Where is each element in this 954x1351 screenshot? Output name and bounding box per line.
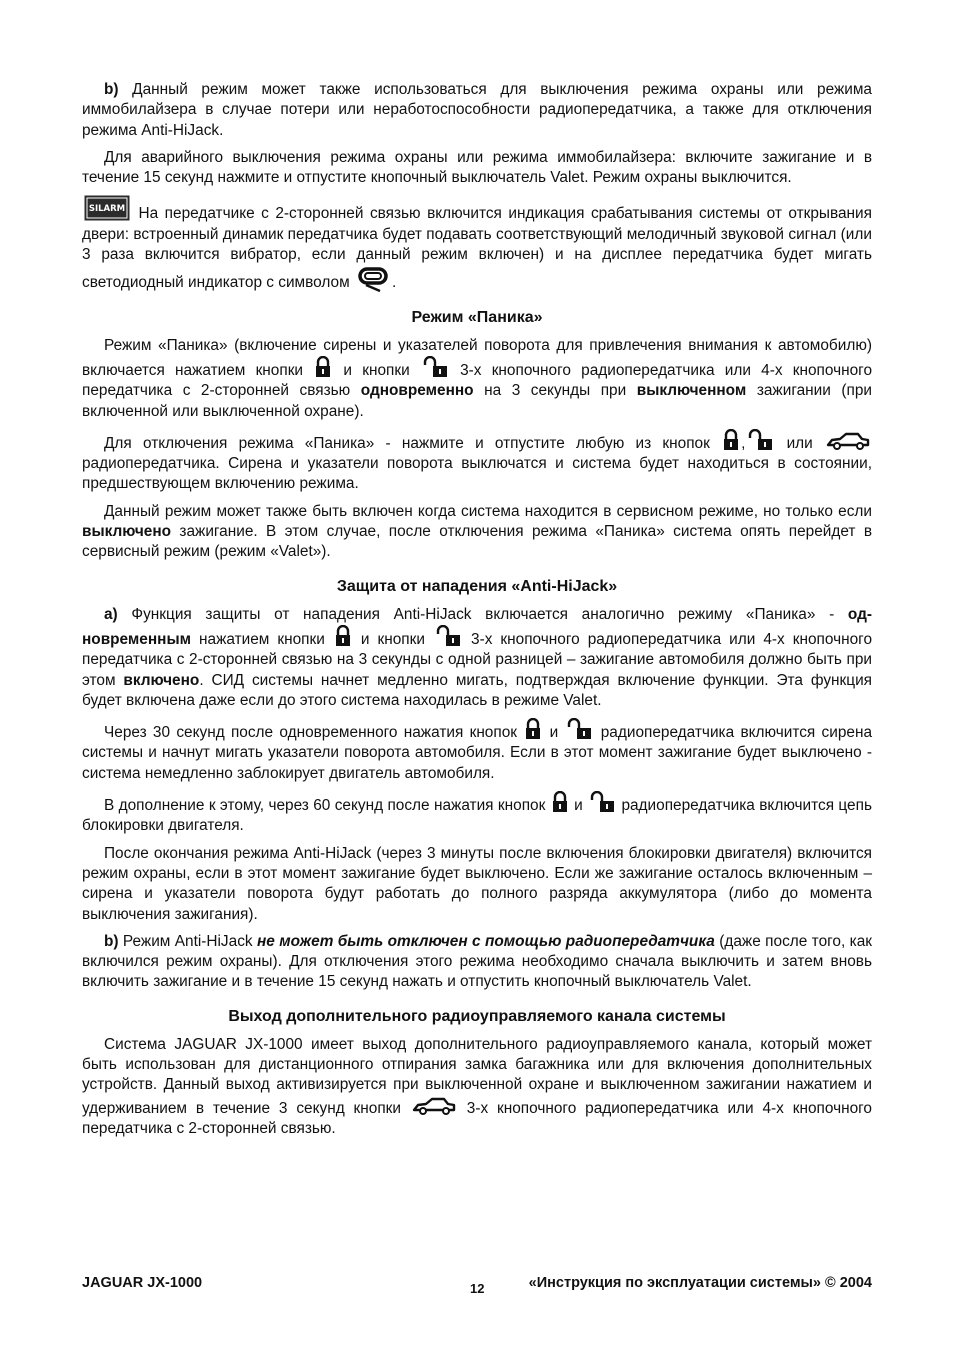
paragraph-panic-service: Данный режим может также быть включен когда система находится в сервисном режиме, но только если выключено зажигание. В этом случае, после отключения режима «Паника» система опять перейдет в сервисный режим (режим «Valet»). — [82, 502, 872, 561]
paragraph-hijack-60s: В дополнение к этому, через 60 секунд после нажатия кнопок и радиопередатчика включится цепь блокировки двигателя. — [82, 791, 872, 837]
silarm-badge-icon — [84, 195, 130, 221]
silarm-badge-text: SILARM — [88, 204, 126, 215]
lock-icon — [723, 429, 739, 451]
lock-icon — [525, 718, 541, 740]
heading-aux-channel: Выход дополнительного радиоуправляемого канала системы — [228, 1007, 726, 1025]
door-symbol-icon — [356, 265, 390, 293]
lock-icon — [335, 625, 351, 647]
paragraph-hijack-a: а) Функция защиты от нападения Anti-HiJack включается аналогично режиму «Паника» - одновременным нажатием кнопки и кнопки 3-х кнопочного радиопередатчика или 4-х кнопочного передатчика с 2-сторонней связью на 3 секунды с одной разницей – зажигание автомобиля должно быть при этом включено. СИД системы начнет медленно мигать, подтверждая включение функции. Эта функция будет включена даже если до этого система находилась в режиме Valet. — [82, 605, 873, 709]
footer-product: JAGUAR JX-1000 — [82, 1275, 203, 1291]
paragraph-b-disarm — [82, 80, 872, 141]
unlock-icon — [566, 718, 592, 740]
paragraph-hijack-after: После окончания режима Anti-HiJack (через 3 минуты после включения блокировки двигателя) включится режим охраны, если в этот момент зажигание будет выключено. Если же зажигание осталось включенным – сирена и указатели поворота будут работать до полного разряда аккумулятора (либо до момента выключения зажигания). — [82, 844, 872, 923]
paragraph-text: Данный режим может также использоваться для выключения режима охраны или режима иммобилайзера в случае потери или неработоспособности радиопередатчика, а также для отключения режима Anti-HiJack. — [82, 81, 872, 139]
unlock-icon — [747, 429, 773, 451]
paragraph-aux-channel: Система JAGUAR JX-1000 имеет выход дополнительного радиоуправляемого канала, который может быть использован для дистанционного отпирания замка багажника или для включения дополнительных устройств. Данный выход активизируется при выключенной охране и выключенном зажигании нажатием и удерживанием в течение 3 секунд кнопки 3-х кнопочного радиопередатчика или 4-х кнопочного передатчика с 2-сторонней связью. — [82, 1035, 872, 1137]
heading-panic: Режим «Паника» — [411, 308, 543, 326]
unlock-icon — [589, 791, 615, 813]
paragraph-text: . — [391, 274, 397, 292]
lock-icon — [315, 356, 331, 378]
paragraph-silarm — [82, 195, 872, 293]
footer-title: «Инструкция по эксплуатации системы» © 2004 — [528, 1275, 872, 1291]
paragraph-panic-disable: Для отключения режима «Паника» - нажмите и отпустите любую из кнопок , или радиопередатчика. Сирена и указатели поворота выключатся и система будет находиться в состоянии, предшествующем включению режима. — [82, 429, 872, 495]
unlock-icon — [422, 356, 448, 378]
paragraph-text: На передатчике с 2-сторонней связью включится индикация срабатывания системы от открывания двери: встроенный динамик передатчика будет подавать соответствующий мелодичный звуковой сигнал (или 3 раза включится вибратор, если данный режим включен) и на дисплее передатчика будет мигать светодиодный индикатор с символом — [82, 205, 872, 292]
unlock-icon — [435, 625, 461, 647]
item-label: b) — [104, 81, 119, 98]
paragraph-hijack-b: b) Режим Anti-HiJack не может быть отключен с помощью радиопередатчика (даже после того, как включился режим охраны). Для отключения этого режима необходимо сначала выключить и затем вновь включить зажигание и в течение 15 секунд нажать и отпустить кнопочный выключатель Valet. — [82, 932, 872, 991]
heading-anti-hijack: Защита от нападения «Anti-HiJack» — [336, 577, 618, 595]
lock-icon — [552, 791, 568, 813]
car-trunk-icon — [826, 431, 870, 451]
page-number: 12 — [470, 1281, 485, 1296]
paragraph-panic-enable: Режим «Паника» (включение сирены и указателей поворота для привлечения внимания к автомобилю) включается нажатием кнопки и кнопки 3-х кнопочного радиопередатчика или 4-х кнопочного передатчика с 2-сторонней связью одновременно на 3 секунды при выключенном зажигании (при включенной или выключенной охране). — [82, 336, 873, 420]
car-trunk-icon — [412, 1096, 456, 1116]
page-body — [82, 80, 872, 1146]
paragraph-emergency: Для аварийного выключения режима охраны или режима иммобилайзера: включите зажигание и в течение 15 секунд нажмите и отпустите кнопочный выключатель Valet. Режим охраны выключится. — [82, 148, 872, 187]
paragraph-hijack-30s: Через 30 секунд после одновременного нажатия кнопок и радиопередатчика включится сирена системы и начнут мигать указатели поворота автомобиля. Если в этот момент зажигание будет выключено - система немедленно заблокирует двигатель автомобиля. — [82, 718, 872, 784]
